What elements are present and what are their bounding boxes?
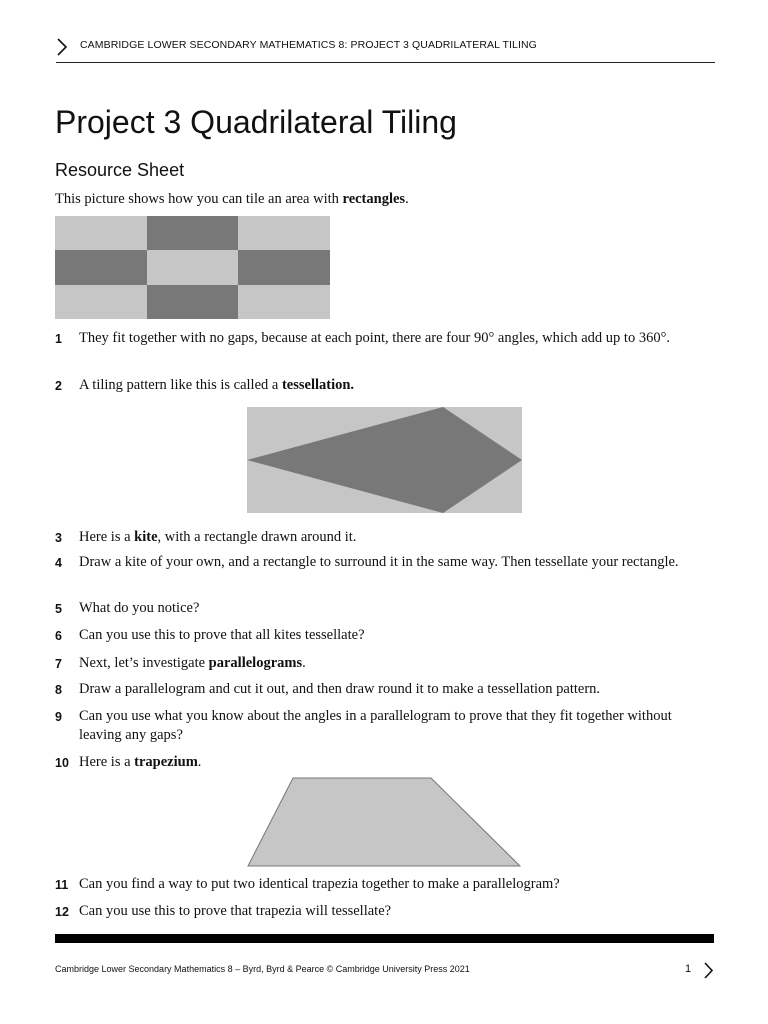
item-number: 5 (55, 602, 62, 616)
tile (55, 285, 147, 319)
running-title: CAMBRIDGE LOWER SECONDARY MATHEMATICS 8: PROJECT 3 QUADRILATERAL TILING (80, 39, 537, 51)
list-item (55, 707, 715, 747)
item-text: Can you use what you know about the angles in a parallelogram to prove that they fit together without leaving any gaps? (79, 708, 672, 743)
tile (55, 216, 147, 250)
list-item (55, 902, 715, 922)
tile (238, 216, 330, 250)
list-item (55, 654, 715, 674)
item-number: 1 (55, 332, 62, 346)
tile (238, 285, 330, 319)
item-number: 4 (55, 556, 62, 570)
tile (147, 250, 238, 285)
chevron-right-icon[interactable] (703, 962, 714, 979)
item-number: 2 (55, 379, 62, 393)
item-text: Draw a kite of your own, and a rectangle to surround it in the same way. Then tessellate your rectangle. (79, 554, 679, 570)
item-number: 12 (55, 905, 69, 919)
list-item (55, 376, 715, 396)
item-number: 3 (55, 531, 62, 545)
list-item (55, 680, 715, 700)
item-number: 6 (55, 629, 62, 643)
chevron-right-icon (56, 38, 68, 56)
item-number: 11 (55, 878, 69, 892)
item-text: Draw a parallelogram and cut it out, and then draw round it to make a tessellation pattern. (79, 681, 601, 697)
list-item (55, 528, 715, 548)
page-subtitle: Resource Sheet (55, 160, 185, 180)
tile (147, 285, 238, 319)
kite-in-rectangle-figure (247, 407, 522, 513)
list-item (55, 599, 715, 619)
item-text: What do you notice? (79, 600, 200, 616)
item-text: A tiling pattern like this is called a tessellation. (79, 377, 355, 393)
trapezium-shape (248, 778, 520, 866)
item-text: Can you find a way to put two identical trapezia together to make a parallelogram? (79, 876, 560, 892)
item-number: 8 (55, 683, 62, 697)
footer-credit: Cambridge Lower Secondary Mathematics 8 – Byrd, Byrd & Pearce © Cambridge University Press 2021 (55, 964, 470, 974)
footer-rule (55, 934, 714, 943)
list-item (55, 553, 715, 593)
item-number: 10 (55, 756, 69, 770)
tile (238, 250, 330, 285)
trapezium-figure (247, 777, 522, 867)
list-item (55, 626, 715, 646)
list-item (55, 753, 715, 773)
running-header (56, 36, 715, 63)
item-text: Can you use this to prove that all kites tessellate? (79, 627, 365, 643)
item-text: Here is a trapezium. (79, 754, 202, 770)
item-number: 7 (55, 657, 62, 671)
rectangle-tiling-figure (55, 216, 330, 319)
page-number: 1 (685, 963, 692, 975)
page-title: Project 3 Quadrilateral Tiling (55, 104, 457, 140)
list-item (55, 875, 715, 895)
intro-text: This picture shows how you can tile an area with rectangles. (55, 191, 409, 207)
list-item (55, 329, 715, 369)
tile (147, 216, 238, 250)
item-text: Next, let’s investigate parallelograms. (79, 655, 306, 671)
item-text: Here is a kite, with a rectangle drawn around it. (79, 529, 357, 545)
item-text: Can you use this to prove that trapezia will tessellate? (79, 903, 392, 919)
tile (55, 250, 147, 285)
item-text: They fit together with no gaps, because at each point, there are four 90° angles, which add up to 360°. (79, 330, 671, 346)
item-number: 9 (55, 710, 62, 724)
